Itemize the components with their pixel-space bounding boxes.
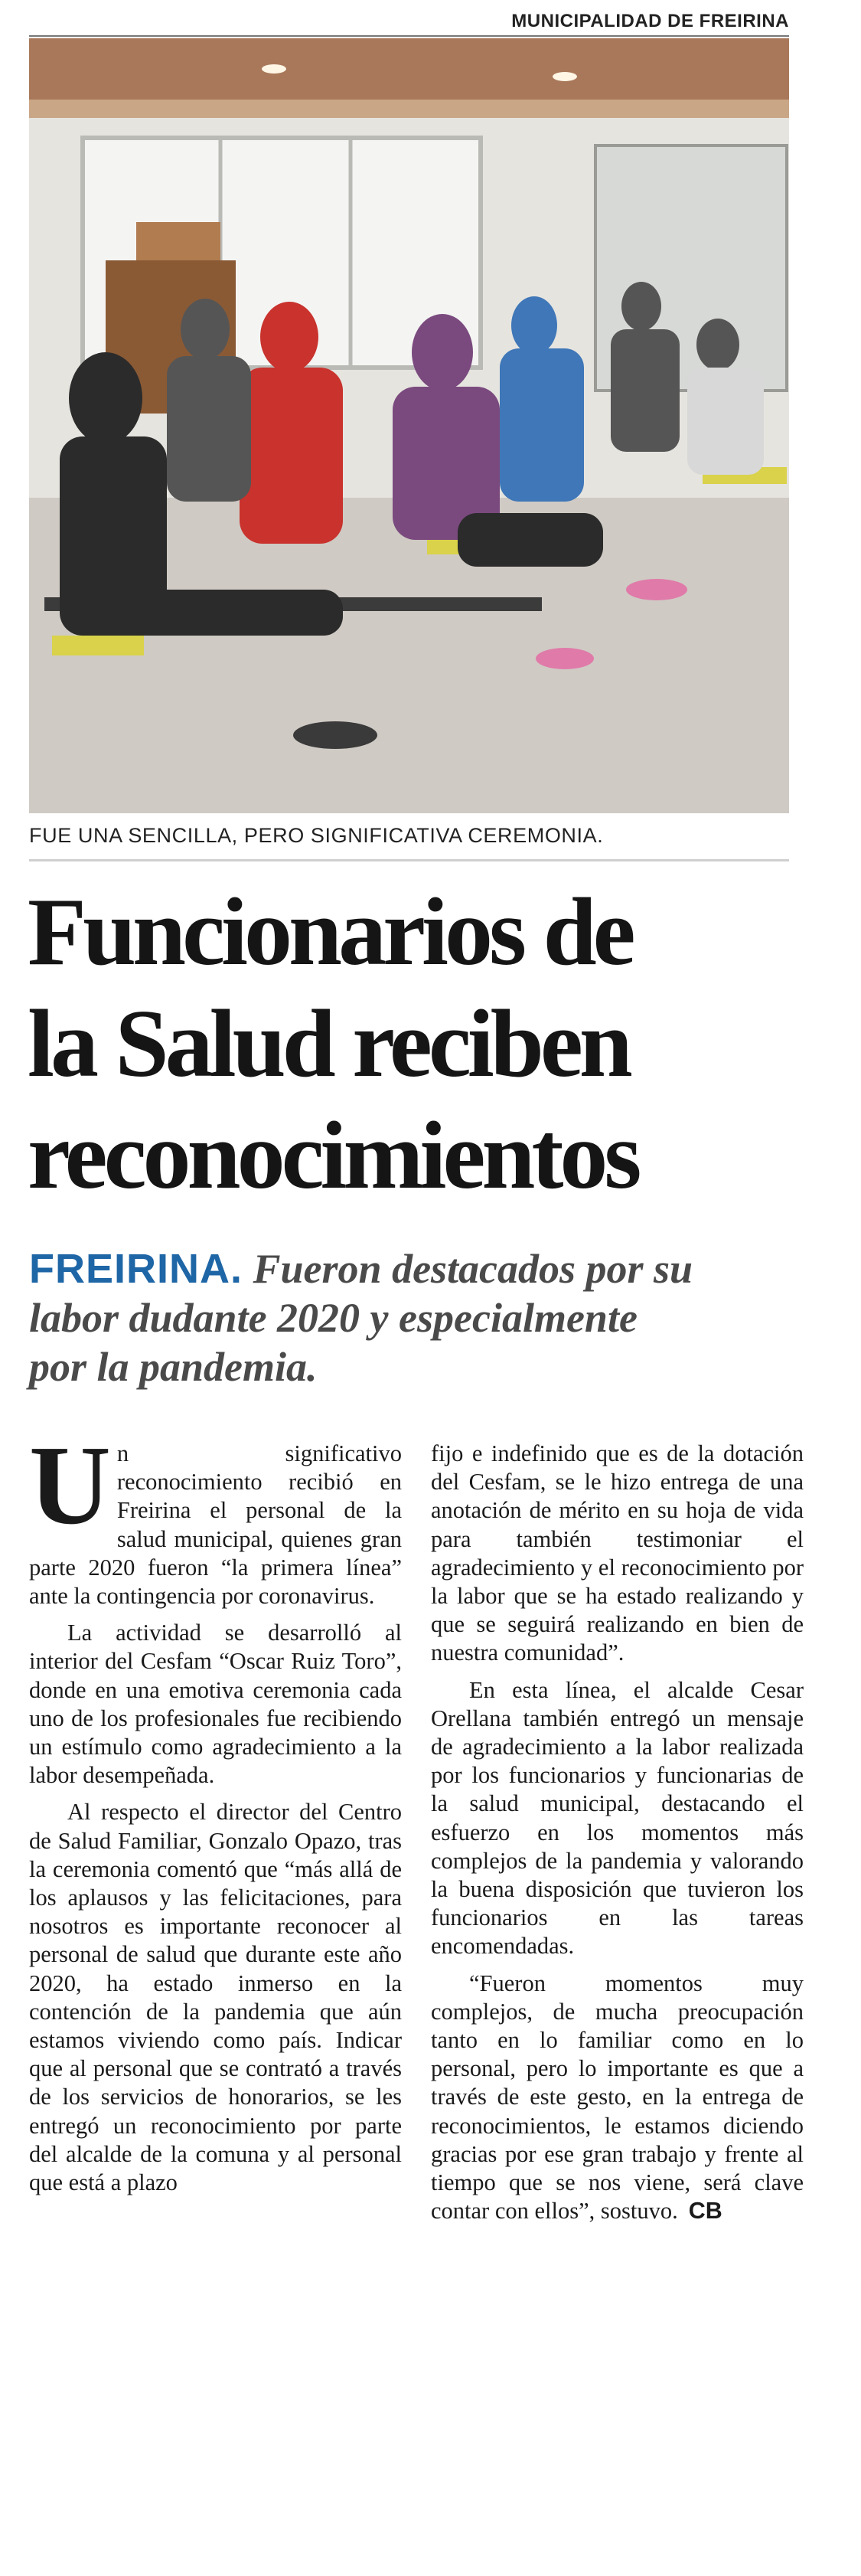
headline	[28, 877, 793, 1212]
paragraph-text: “Fueron momentos muy complejos, de mucha preocupación tanto en lo familiar como en lo personal, pero lo importante es que a través de este gesto, en la entrega de reconocimientos, le estamos diciendo gracias por ese gran trabajo y frente al tiempo que se nos viene, será clave contar con ellos”, sostuvo.	[431, 1970, 804, 2225]
body-column-right	[431, 1440, 804, 2234]
body-paragraph: La actividad se desarrolló al interior del Cesfam “Oscar Ruiz Toro”, donde en una emotiva ceremonia cada uno de los profesionales fue recibiendo un estímulo como agradecimiento a la labor desempeñada.	[29, 1620, 402, 1789]
top-rule	[29, 35, 789, 37]
lead	[29, 1244, 794, 1391]
article-photo	[29, 38, 789, 813]
body-paragraph: Al respecto el director del Centro de Salud Familiar, Gonzalo Opazo, tras la ceremonia comentó que “más allá de los aplausos y las felicitaciones, para nosotros es importante reconocer al personal de salud que durante este año 2020, ha estado inmerso en la contención de la pandemia que aún estamos viviendo como país. Indicar que al personal que se contrató a través de los servicios de honorarios, se les entregó un reconocimiento por parte del alcalde de la comuna y al personal que está a plazo	[29, 1799, 402, 2196]
headline-line: la Salud reciben	[28, 991, 629, 1097]
caption-rule	[29, 859, 789, 861]
body-paragraph	[431, 1970, 804, 2226]
photo-caption: FUE UNA SENCILLA, PERO SIGNIFICATIVA CEREMONIA.	[29, 824, 604, 847]
headline-line: Funcionarios de	[28, 879, 632, 986]
body-paragraph: En esta línea, el alcalde Cesar Orellana también entregó un mensaje de agradecimiento a la labor realizada por los funcionarios y funcionarias de la salud municipal, destacando el esfuerzo en los momentos más complejos de la pandemia y valorando la buena disposición que tuvieron los funcionarios en las tareas encomendadas.	[431, 1676, 804, 1960]
headline-line: reconocimientos	[28, 1103, 638, 1209]
lead-text: Fueron destacados por su	[243, 1246, 693, 1292]
lead-line: labor dudante 2020 y especialmente	[29, 1295, 638, 1341]
end-mark: CB	[688, 2198, 722, 2225]
section-tag: MUNICIPALIDAD DE FREIRINA	[511, 11, 789, 31]
lead-line: por la pandemia.	[29, 1344, 318, 1390]
paragraph-text: n significativo reconocimiento recibió en Freirina el personal de la salud municipal, quienes gran parte 2020 fueron “la primera línea” ante la contingencia por coronavirus.	[29, 1440, 402, 1610]
body-column-left	[29, 1423, 402, 2205]
body-paragraph: fijo e indefinido que es de la dotación del Cesfam, se le hizo entrega de una anotación de mérito en su hoja de vida para también testimoniar el agradecimiento y el reconocimiento por la labor que se ha estado realizando y que se seguirá realizando en bien de nuestra comunidad”.	[431, 1440, 804, 1666]
body-paragraph	[29, 1423, 402, 1610]
lead-location: FREIRINA.	[29, 1246, 243, 1292]
drop-cap: U	[29, 1423, 111, 1548]
lead-line	[29, 1244, 794, 1293]
